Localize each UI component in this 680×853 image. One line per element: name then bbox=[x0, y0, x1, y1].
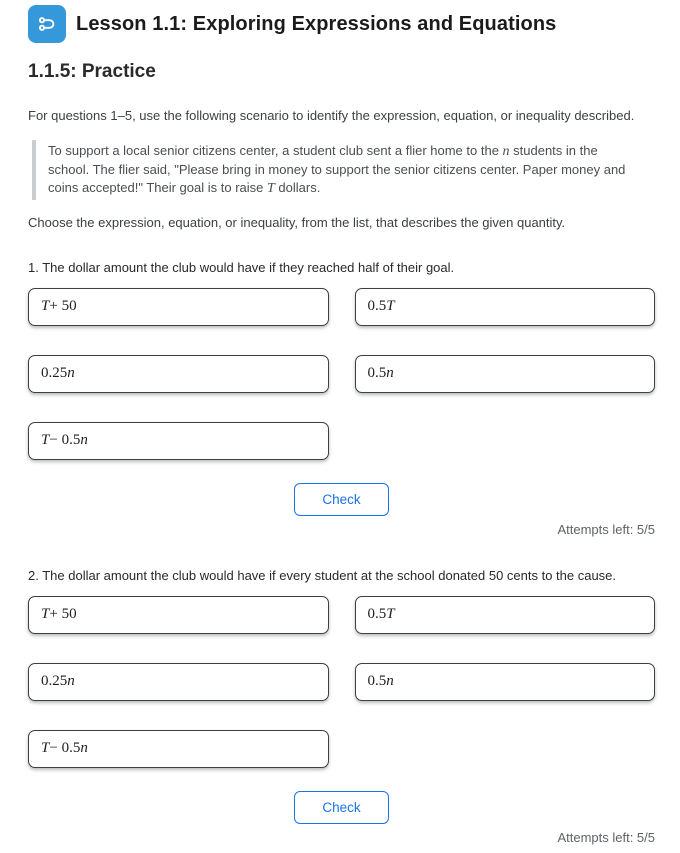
intro-instructions: For questions 1–5, use the following scenario to identify the expression, equation, or inequality described. bbox=[28, 108, 635, 123]
q1-attempts-left: Attempts left: 5/5 bbox=[557, 521, 655, 537]
question-2-label: 2. The dollar amount the club would have if every student at the school donated 50 cents to the cause. bbox=[28, 567, 617, 583]
lesson-title: Lesson 1.1: Exploring Expressions and Equations bbox=[76, 12, 557, 35]
scenario-quote: To support a local senior citizens center, a student club sent a flier home to the n students in the school. The flier said, "Please bring in money to support the senior citizens center. Paper money and coins accepted!" Their goal is to raise T dollars. bbox=[32, 140, 652, 200]
q2-attempts-left: Attempts left: 5/5 bbox=[557, 829, 655, 845]
q1-check-button[interactable]: Check bbox=[294, 483, 388, 516]
q2-option-0point5n[interactable]: 0.5 n bbox=[355, 663, 656, 701]
choose-instruction: Choose the expression, equation, or inequality, from the list, that describes the given quantity. bbox=[28, 214, 566, 230]
q1-check-row bbox=[28, 483, 655, 516]
question-1-options bbox=[28, 288, 655, 460]
lesson-header bbox=[28, 5, 655, 43]
practice-title: 1.1.5: Practice bbox=[28, 61, 156, 82]
q1-option-0point5n[interactable]: 0.5 n bbox=[355, 355, 656, 393]
q2-option-0point25n[interactable]: 0.25 n bbox=[28, 663, 329, 701]
question-2-options bbox=[28, 596, 655, 768]
q1-option-t-minus-0point5n[interactable]: T − 0.5 n bbox=[28, 422, 329, 460]
q2-option-0point5T[interactable]: 0.5 T bbox=[355, 596, 656, 634]
question-1-label: 1. The dollar amount the club would have if they reached half of their goal. bbox=[28, 259, 455, 275]
route-icon bbox=[28, 5, 66, 43]
q2-check-row bbox=[28, 791, 655, 824]
q2-option-t-minus-0point5n[interactable]: T − 0.5 n bbox=[28, 730, 329, 768]
question-1 bbox=[28, 260, 655, 537]
q1-option-t-plus-50[interactable]: T + 50 bbox=[28, 288, 329, 326]
q1-option-0point25n[interactable]: 0.25 n bbox=[28, 355, 329, 393]
q2-check-button[interactable]: Check bbox=[294, 791, 388, 824]
question-2 bbox=[28, 568, 655, 845]
q1-option-0point5T[interactable]: 0.5 T bbox=[355, 288, 656, 326]
q2-option-t-plus-50[interactable]: T + 50 bbox=[28, 596, 329, 634]
